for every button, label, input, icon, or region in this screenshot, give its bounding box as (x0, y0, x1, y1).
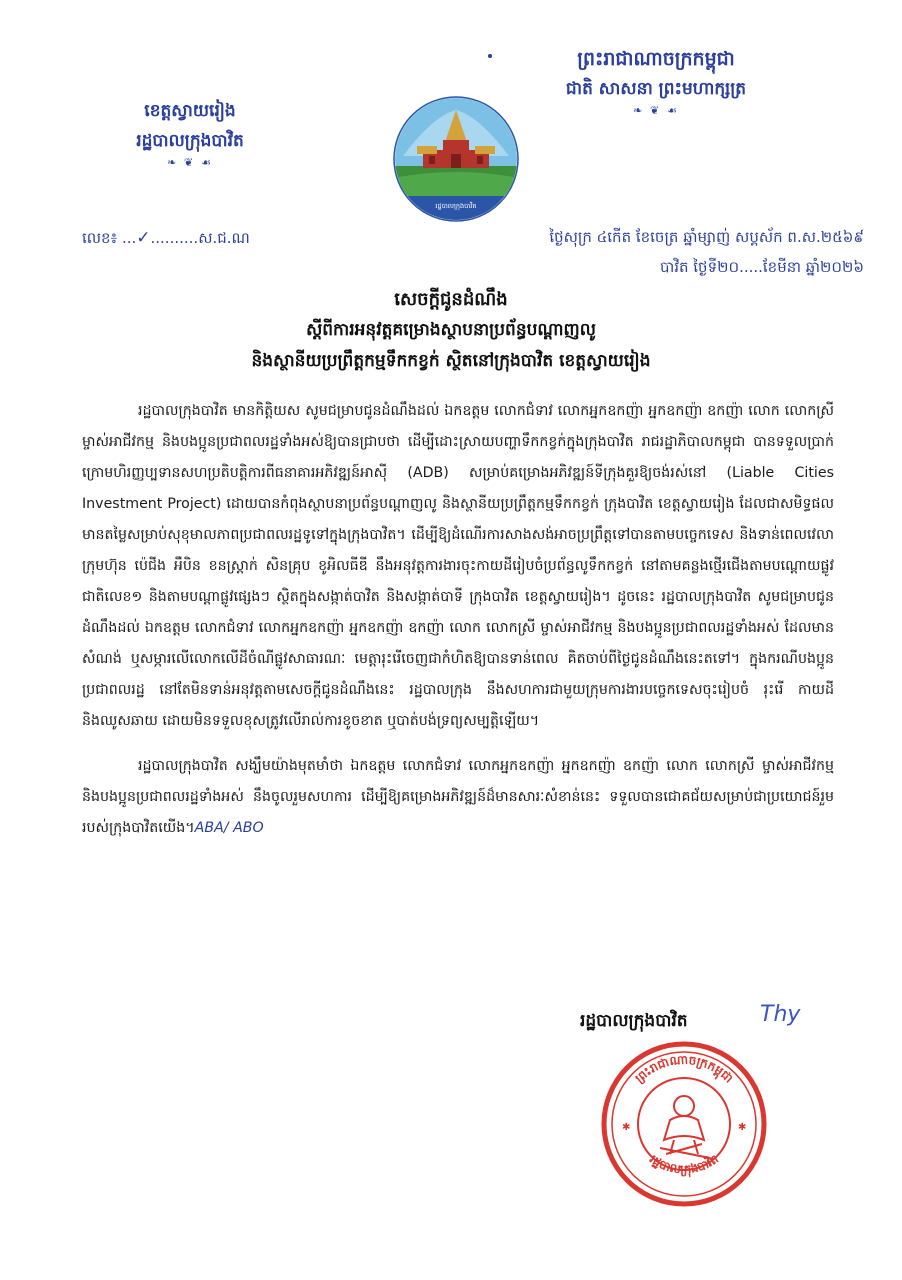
signature-initials: Thy (760, 1002, 801, 1027)
lunar-date: ថ្ងៃសុក្រ ៤កើត ខែចេត្រ ឆ្នាំម្សាញ់ សប្តស័ក ព.ស.២៥៦៩ (549, 228, 864, 246)
province-name: ខេត្តស្វាយរៀង (144, 101, 236, 121)
ornament-divider-icon: ❧ ❦ ☙ (167, 156, 213, 169)
kingdom-title: ព្រះរាជាណាចក្រកម្ពុជា (577, 48, 735, 70)
check-mark-icon: ✓ (136, 228, 151, 248)
reference-number: លេខ៖ ...✓..........ស.ជ.ណ (82, 228, 250, 248)
reference-label: លេខ៖ (82, 229, 118, 247)
issuer-header (100, 96, 280, 170)
handwritten-note: ABA/ ABO (194, 820, 264, 836)
date-block (434, 222, 864, 282)
kingdom-header (506, 44, 806, 118)
notice-body (82, 396, 834, 844)
kingdom-motto: ជាតិ សាសនា ព្រះមហាក្សត្រ (565, 79, 747, 99)
title-line-3: និងស្ថានីយប្រព្រឹត្តកម្មទឹកកខ្វក់ ស្ថិតនៅក្រុងបាវិត ខេត្តស្វាយរៀង (251, 351, 651, 371)
logo-banner-text: រដ្ឋបាលក្រុងបាវិត (435, 202, 477, 210)
title-line-2: ស្តីពីការអនុវត្តគម្រោងស្ថាបនាប្រព័ន្ធបណ្តាញលូ (306, 320, 596, 340)
body-paragraph-2 (82, 751, 834, 844)
seal-bottom-text: រដ្ឋបាលក្រុងបាវិត (646, 1151, 721, 1177)
solar-date: បាវិត ថ្ងៃទី២០.....ខែមីនា ឆ្នាំ២០២៦ (659, 258, 864, 276)
body-paragraph-1: រដ្ឋបាលក្រុងបាវិត មានកិត្តិយស សូមជម្រាបជូនដំណឹងដល់ ឯកឧត្តម លោកជំទាវ លោកអ្នកឧកញ៉ា អ្នកឧកញ៉ា ឧកញ៉ា លោក លោកស្រី ម្ចាស់អាជីវកម្ម និងបងប្អូនប្រជាពលរដ្ឋទាំងអស់ឱ្យបានជ្រាបថា ដើម្បីដោះស្រាយបញ្ហាទឹកកខ្វក់ក្នុងក្រុងបាវិត រាជរដ្ឋាភិបាលកម្ពុជា បានទទួលប្រាក់ក្រោមហិរញ្ញប្បទានសហប្រតិបត្តិការពីធនាគារអភិវឌ្ឍន៍អាស៊ី (ADB) សម្រាប់គម្រោងអភិវឌ្ឍន៍ទីក្រុងគួរឱ្យចង់រស់នៅ (Liable Cities Investment Project) ដោយបានកំពុងស្ថាបនាប្រព័ន្ធបណ្តាញលូ និងស្ថានីយប្រព្រឹត្តកម្មទឹកកខ្វក់ ក្រុងបាវិត ខេត្តស្វាយរៀង ដែលជាសមិទ្ធផលមានតម្លៃសម្រាប់សុខុមាលភាពប្រជាពលរដ្ឋទូទៅក្នុងក្រុងបាវិត។ ដើម្បីឱ្យដំណើរការសាងសង់អាចប្រព្រឹត្តទៅបានតាមបច្ចេកទេស និងទាន់ពេលវេលា ក្រុមហ៊ុន ប៉េជីង អឺបិន ខនស្ត្រាក់ សិនគ្រុប ខូអិលធីឌី នឹងអនុវត្តការងារចុះកាយដីរៀបចំប្រព័ន្ធលូទឹកកខ្វក់ នៅតាមគន្លងថ្មើរជើងតាមបណ្តោយផ្លូវជាតិលេខ១ និងតាមបណ្តាផ្លូវផ្សេងៗ ស្ថិតក្នុងសង្កាត់បាវិត និងសង្កាត់បាទី ក្រុងបាវិត ខេត្តស្វាយរៀង។ ដូចនេះ រដ្ឋបាលក្រុងបាវិត សូមជម្រាបជូនដំណឹងដល់ ឯកឧត្តម លោកជំទាវ លោកអ្នកឧកញ៉ា អ្នកឧកញ៉ា ឧកញ៉ា លោក លោកស្រី ម្ចាស់អាជីវកម្ម និងបងប្អូនប្រជាពលរដ្ឋទាំងអស់ ដែលមានសំណង់ ឬសម្ភារលើលោកលើដីចំណីផ្លូវសាធារណៈ មេត្តារុះរើចេញជាកំហិតឱ្យបានទាន់ពេល គិតចាប់ពីថ្ងៃជូនដំណឹងនេះតទៅ។ ក្នុងករណីបងប្អូនប្រជាពលរដ្ឋ នៅតែមិនទាន់អនុវត្តតាមសេចក្តីជូនដំណឹងនេះ រដ្ឋបាលក្រុង នឹងសហការជាមួយក្រុមការងារបច្ចេកទេសចុះរៀបចំ រុះរើ កាយដី និងឈូសឆាយ ដោយមិនទទួលខុសត្រូវលើរាល់ការខូចខាត ឬបាត់បង់ទ្រព្យសម្បត្តិឡើយ។ (82, 403, 834, 729)
signer-name: រដ្ឋបាលក្រុងបាវិត (580, 1011, 688, 1031)
official-seal-icon (600, 1040, 768, 1208)
svg-text:✱: ✱ (738, 1122, 747, 1133)
ornament-divider-icon: ❧ ❦ ☙ (633, 104, 679, 117)
notice-title (90, 284, 812, 377)
body-paragraph-2-text: រដ្ឋបាលក្រុងបាវិត សង្ឃឹមយ៉ាងមុតមាំថា ឯកឧត្តម លោកជំទាវ លោកអ្នកឧកញ៉ា អ្នកឧកញ៉ា ឧកញ៉ា លោក លោកស្រី ម្ចាស់អាជីវកម្ម និងបងប្អូនប្រជាពលរដ្ឋទាំងអស់ នឹងចូលរួមសហការ ដើម្បីឱ្យគម្រោងអភិវឌ្ឍន៍ដ៏មានសារៈសំខាន់នេះ ទទួលបានជោគជ័យសម្រាប់ជាប្រយោជន៍រួមរបស់ក្រុងបាវិតយើង។ (82, 758, 834, 836)
reference-suffix: ស.ជ.ណ (198, 229, 250, 247)
administration-name: រដ្ឋបាលក្រុងបាវិត (136, 131, 244, 151)
svg-text:✱: ✱ (622, 1122, 631, 1133)
title-line-1: សេចក្តីជូនដំណឹង (394, 289, 508, 310)
seal-top-text: ព្រះរាជាណាចក្រកម្ពុជា (632, 1052, 736, 1086)
city-logo-icon (393, 96, 519, 222)
reference-dots: .......... (150, 229, 199, 247)
header-dot (488, 54, 492, 58)
